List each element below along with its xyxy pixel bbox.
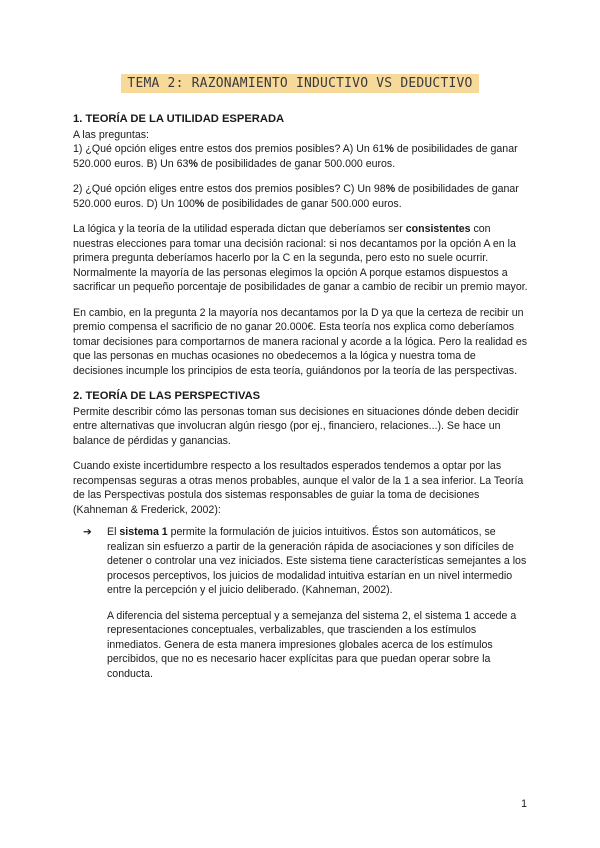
- question-2: 2) ¿Qué opción eliges entre estos dos premios posibles? C) Un 98% de posibilidades de ganar 520.000 euros. D) Un 100% de posibilidades de ganar 500.000 euros.: [73, 183, 519, 210]
- page-title: TEMA 2: RAZONAMIENTO INDUCTIVO VS DEDUCTIVO: [121, 74, 478, 93]
- section2-paragraph-1: Permite describir cómo las personas toman sus decisiones en situaciones dónde deben decidir entre alternativas que involucran algún riesgo (por ej., financiero, relaciones...). Se hace un balance de pérdidas y ganancias.: [73, 405, 519, 447]
- section1-heading: 1. TEORÍA DE LA UTILIDAD ESPERADA: [73, 113, 285, 125]
- section1-paragraph-1: La lógica y la teoría de la utilidad esperada dictan que deberíamos ser consistentes con nuestras elecciones para tomar una decisión racional: si nos decantamos por la opción A en la primera pregunta deberíamos hacerlo por la C en la segunda, pero esto no suele ocurrir. Normalmente la mayoría de las personas elegimos la opción A porque estamos dispuestos a sacrificar un pequeño porcentaje de posibilidades de ganar a cambio de recibir un premio mayor.: [73, 223, 528, 293]
- section1-paragraph-2: En cambio, en la pregunta 2 la mayoría nos decantamos por la D ya que la certeza de recibir un premio compensa el sacrificio de no ganar 20.000€. Esta teoría nos explica como deberíamos tomar decisiones para comportarnos de manera racional y acorde a la lógica. Pero la realidad es que las personas en muchas ocasiones no obedecemos a la lógica y nuestra toma de decisiones incumple los principios de esta teoría, guiándonos por la teoría de las perspectivas.: [73, 306, 528, 377]
- section1-intro: A las preguntas:: [73, 128, 149, 141]
- arrow-icon: ➔: [83, 526, 92, 538]
- title-container: [0, 74, 600, 93]
- question-1: 1) ¿Qué opción eliges entre estos dos premios posibles? A) Un 61% de posibilidades de ganar 520.000 euros. B) Un 63% de posibilidades de ganar 500.000 euros.: [73, 143, 518, 170]
- bullet-paragraph-2: A diferencia del sistema perceptual y a semejanza del sistema 2, el sistema 1 accede a representaciones conceptuales, verbalizables, que trascienden a los estímulos inmediatos. Genera de esta manera impresiones globales acerca de los estímulos percibidos, que no es necesario hacer explícitas para que puedan operar sobre la conducta.: [107, 609, 517, 680]
- section2-heading: 2. TEORÍA DE LAS PERSPECTIVAS: [73, 390, 261, 402]
- section2-paragraph-2: Cuando existe incertidumbre respecto a los resultados esperados tendemos a optar por las recompensas seguras a otras menos probables, aunque el valor de la 1 a sea inferior. La Teoría de las Perspectivas postula dos sistemas responsables de guiar la toma de decisiones (Kahneman & Frederick, 2002):: [73, 460, 524, 516]
- bullet-paragraph-1: El sistema 1 permite la formulación de juicios intuitivos. Éstos son automáticos, se realizan sin esfuerzo a partir de la generación rápida de asociaciones y son difíciles de detener o controlar una vez iniciados. Este sistema tiene características semejantes a los procesos perceptivos, los juicios de modalidad intuitiva estarían en un nivel intermedio entre la percepción y el juicio deliberado. (Kahneman, 2002).: [107, 526, 527, 596]
- bullet-item: [73, 525, 528, 681]
- page-number: 1: [521, 798, 527, 810]
- document-body: [73, 112, 528, 681]
